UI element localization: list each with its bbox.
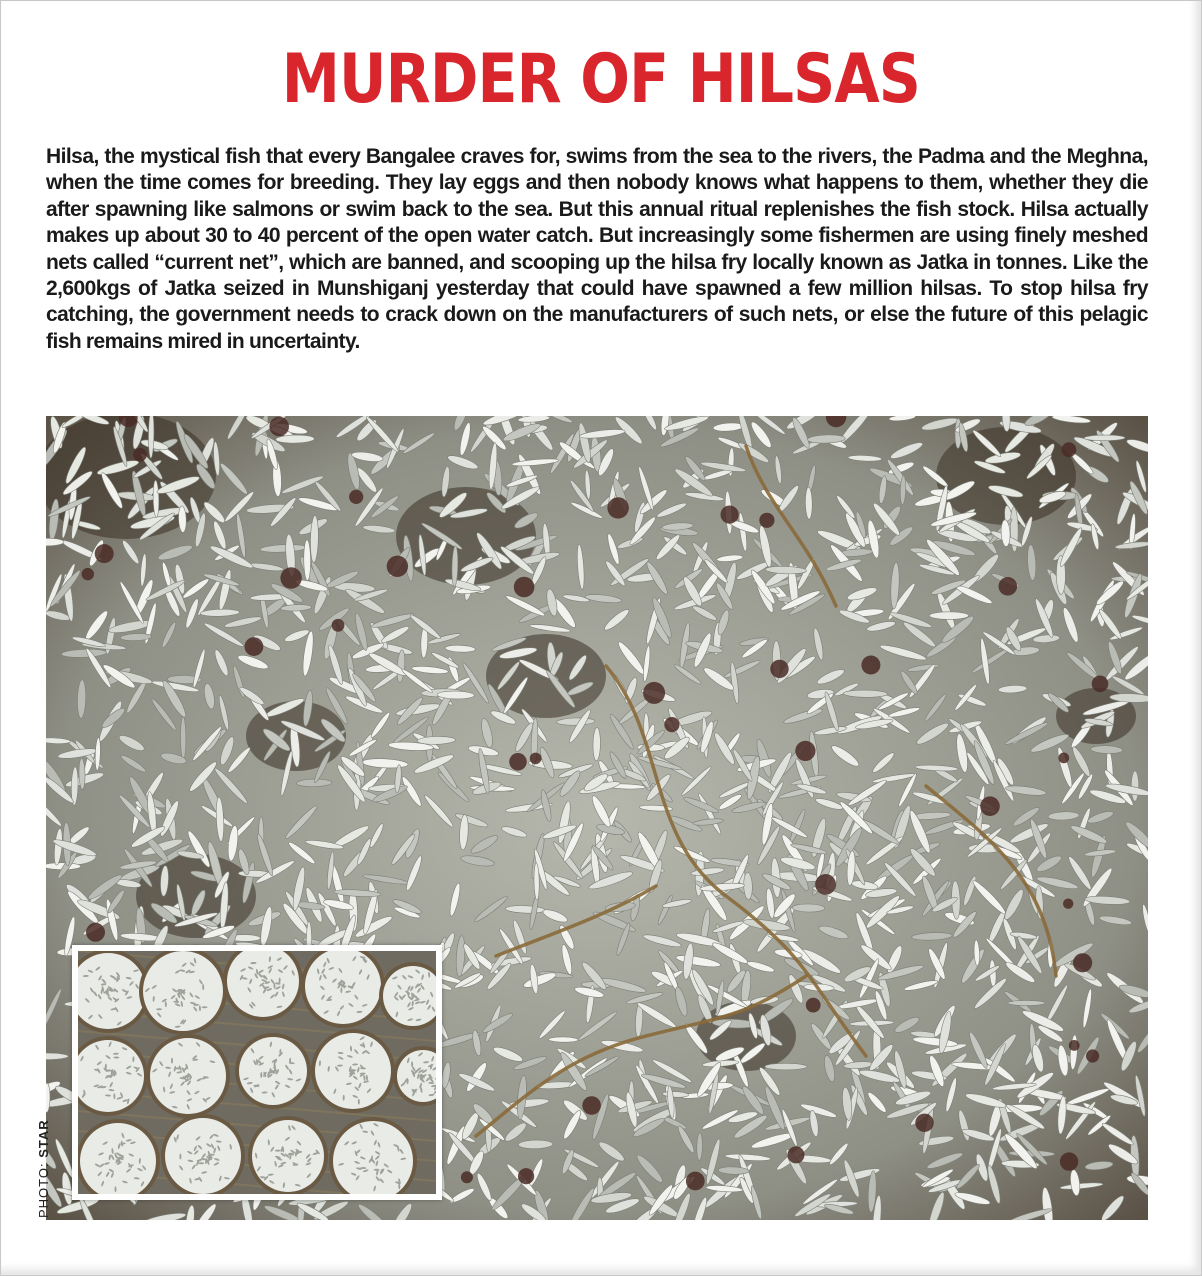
photo-credit-label: PHOTO: bbox=[36, 1162, 51, 1218]
photo-credit-source: STAR bbox=[36, 1119, 51, 1158]
inset-photo-frame bbox=[72, 945, 442, 1200]
article-body: Hilsa, the mystical fish that every Bangalee craves for, swims from the sea to the rivers, the Padma and the Meghna, when the time comes for breeding. They lay eggs and then nobody knows what happens to them, whether they die after spawning like salmons or swim back to the sea. But this annual ritual replenishes the fish stock. Hilsa actually makes up about 30 to 40 percent of the open water catch. But increasingly some fishermen are using finely meshed nets called “current net”, which are banned, and scooping up the hilsa fry locally known as Jatka in tonnes. Like the 2,600kgs of Jatka seized in Munshiganj yesterday that could have spawned a few million hilsas. To stop hilsa fry catching, the government needs to crack down on the manufacturers of such nets, or else the future of this pelagic fish remains mired in uncertainty. bbox=[46, 145, 1148, 353]
headline: MURDER OF HILSAS bbox=[281, 40, 921, 119]
photo-credit bbox=[36, 1119, 51, 1218]
inset-photo-baskets bbox=[78, 951, 436, 1194]
baskets-illustration bbox=[78, 951, 436, 1194]
